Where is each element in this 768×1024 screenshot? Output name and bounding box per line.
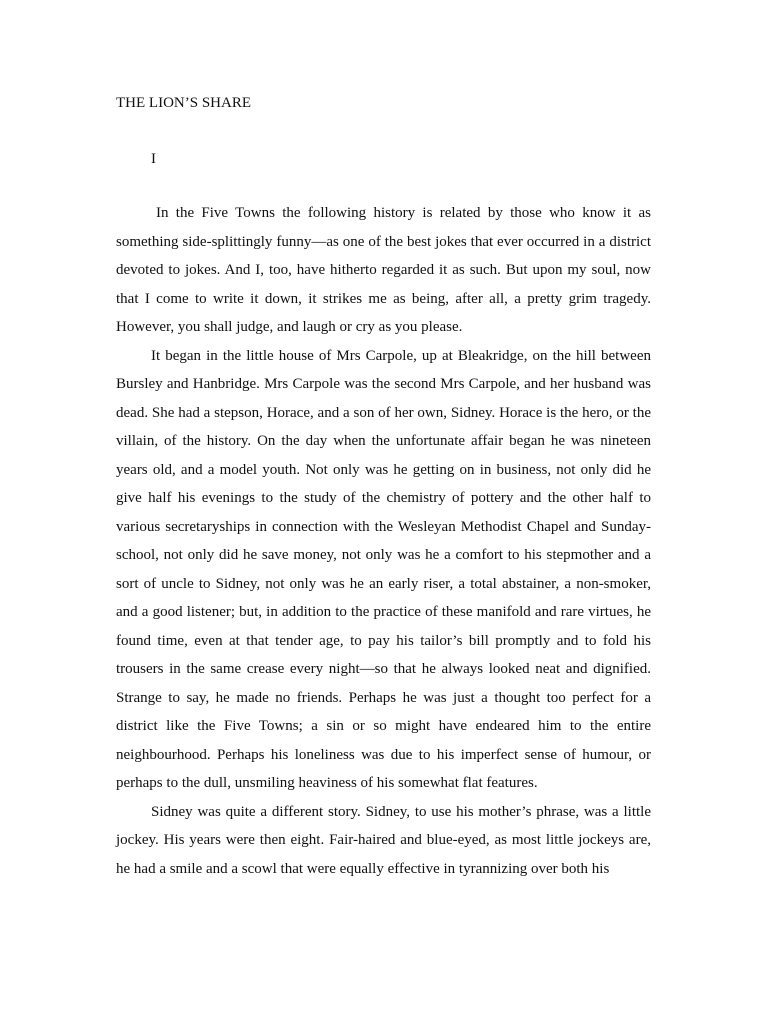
story-body: [116, 199, 651, 883]
paragraph: Sidney was quite a different story. Sidney, to use his mother’s phrase, was a little jockey. His years were then eight. Fair-haired and blue-eyed, as most little jockeys are, he had a smile and a scowl that were equally effective in tyrannizing over both his: [116, 803, 651, 877]
story-title: THE LION’S SHARE: [116, 95, 251, 111]
chapter-number: I: [151, 151, 156, 167]
paragraph: In the Five Towns the following history is related by those who know it as something side-splittingly funny—as one of the best jokes that ever occurred in a district devoted to jokes. And I, too, have hitherto regarded it as such. But upon my soul, now that I come to write it down, it strikes me as being, after all, a pretty grim tragedy. However, you shall judge, and laugh or cry as you please.: [116, 205, 651, 335]
paragraph: It began in the little house of Mrs Carpole, up at Bleakridge, on the hill between Bursley and Hanbridge. Mrs Carpole was the second Mrs Carpole, and her husband was dead. She had a stepson, Horace, and a son of her own, Sidney. Horace is the hero, or the villain, of the history. On the day when the unfortunate affair began he was nineteen years old, and a model youth. Not only was he getting on in business, not only did he give half his evenings to the study of the chemistry of pottery and the other half to various secretaryships in connection with the Wesleyan Methodist Chapel and Sunday-school, not only did he save money, not only was he a comfort to his stepmother and a sort of uncle to Sidney, not only was he an early riser, a total abstainer, a non-smoker, and a good listener; but, in addition to the practice of these manifold and rare virtues, he found time, even at that tender age, to pay his tailor’s bill promptly and to fold his trousers in the same crease every night—so that he always looked neat and dignified. Strange to say, he made no friends. Perhaps he was just a thought too perfect for a district like the Five Towns; a sin or so might have endeared him to the entire neighbourhood. Perhaps his loneliness was due to his imperfect sense of humour, or perhaps to the dull, unsmiling heaviness of his somewhat flat features.: [116, 347, 651, 791]
